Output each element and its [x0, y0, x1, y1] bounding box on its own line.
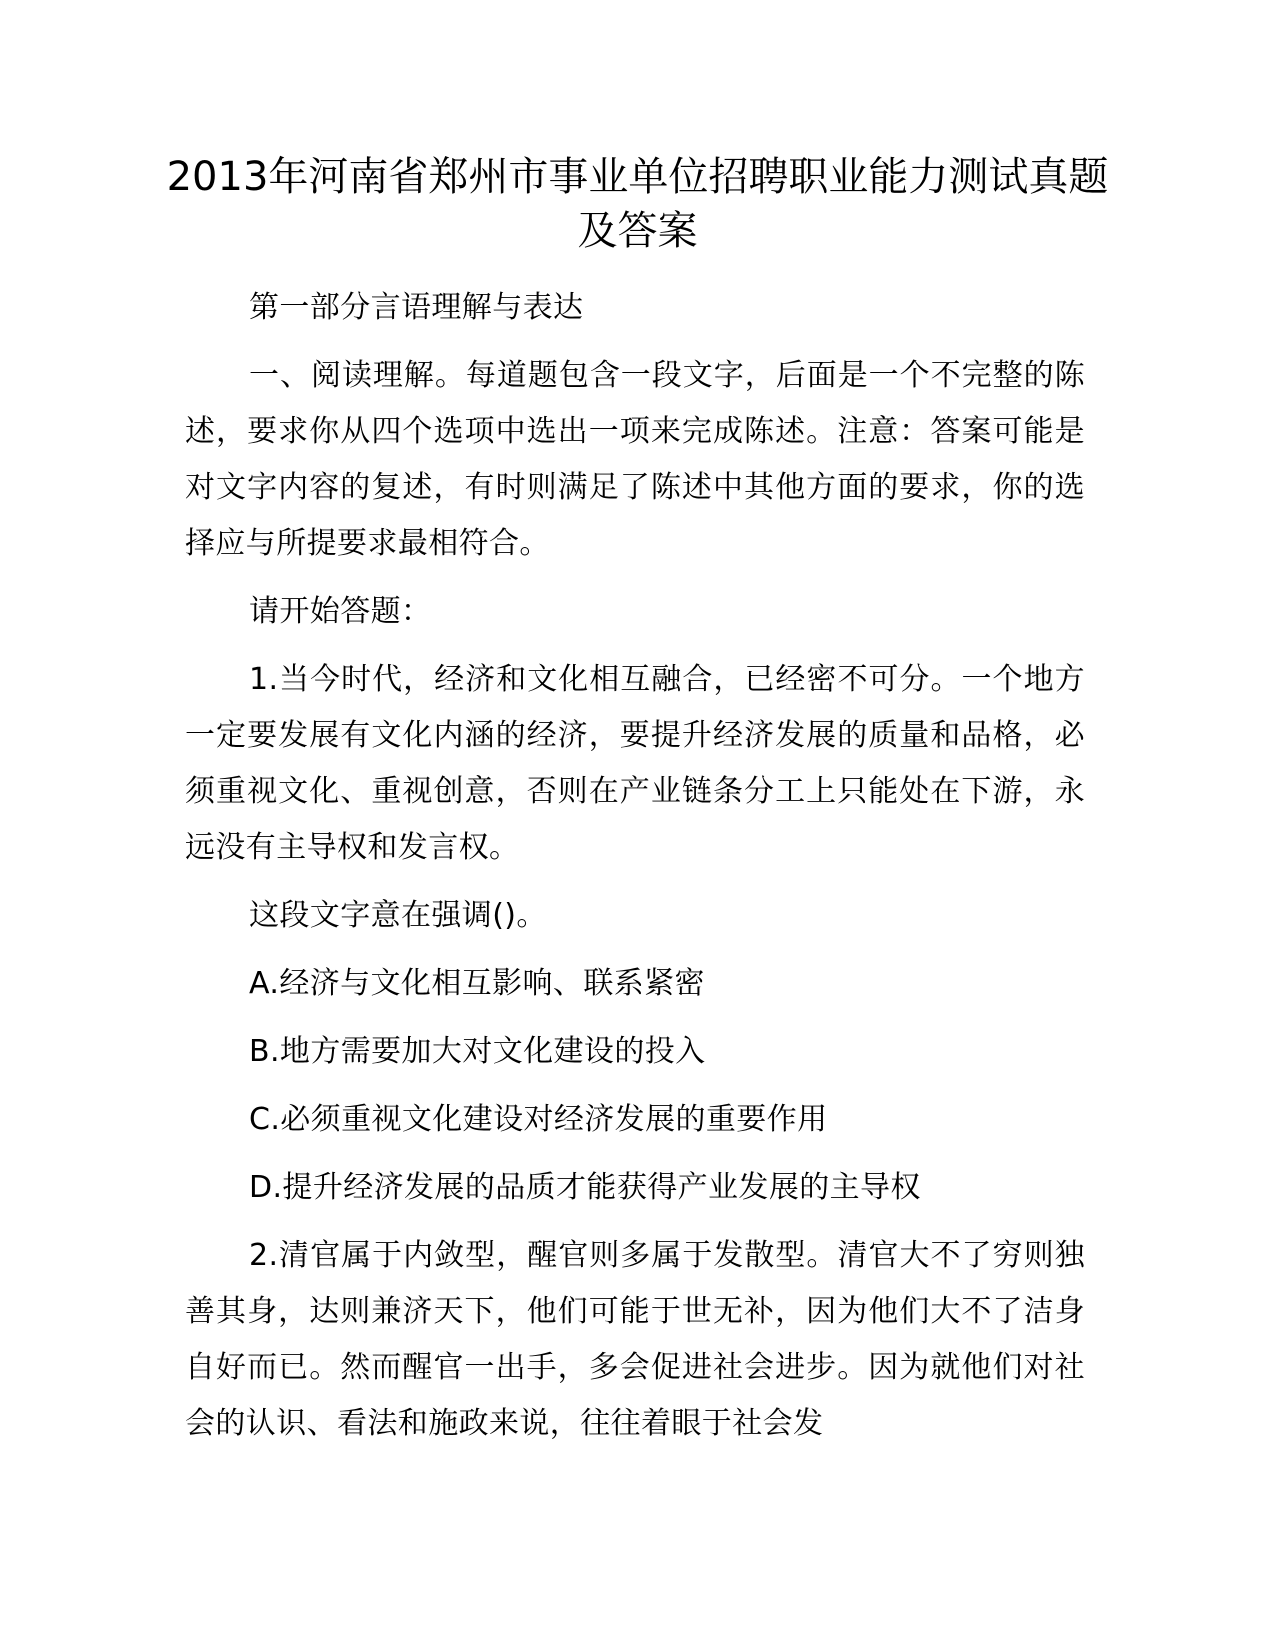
question-1-passage: 1.当今时代，经济和文化相互融合，已经密不可分。一个地方一定要发展有文化内涵的经济，要提升经济发展的质量和品格，必须重视文化、重视创意，否则在产业链条分工上只能处在下游，永远没有主导权和发言权。 [185, 662, 1085, 865]
section-heading: 第一部分言语理解与表达 [249, 290, 584, 325]
option-b: B.地方需要加大对文化建设的投入 [249, 1034, 706, 1069]
option-d: D.提升经济发展的品质才能获得产业发展的主导权 [249, 1170, 921, 1205]
option-a: A.经济与文化相互影响、联系紧密 [249, 966, 705, 1001]
question-1-stem: 这段文字意在强调()。 [249, 898, 547, 933]
start-prompt: 请开始答题： [249, 594, 432, 629]
document-title: 2013年河南省郑州市事业单位招聘职业能力测试真题及答案 [166, 154, 1109, 254]
question-2-passage: 2.清官属于内敛型，醒官则多属于发散型。清官大不了穷则独善其身，达则兼济天下，他们可能于世无补，因为他们大不了洁身自好而已。然而醒官一出手，多会促进社会进步。因为就他们对社会的认识、看法和施政来说，往往着眼于社会发 [185, 1238, 1085, 1441]
option-c: C.必须重视文化建设对经济发展的重要作用 [249, 1102, 828, 1137]
document-body [185, 280, 1085, 1452]
instructions-paragraph: 一、阅读理解。每道题包含一段文字，后面是一个不完整的陈述，要求你从四个选项中选出一项来完成陈述。注意：答案可能是对文字内容的复述，有时则满足了陈述中其他方面的要求，你的选择应与所提要求最相符合。 [185, 358, 1085, 561]
